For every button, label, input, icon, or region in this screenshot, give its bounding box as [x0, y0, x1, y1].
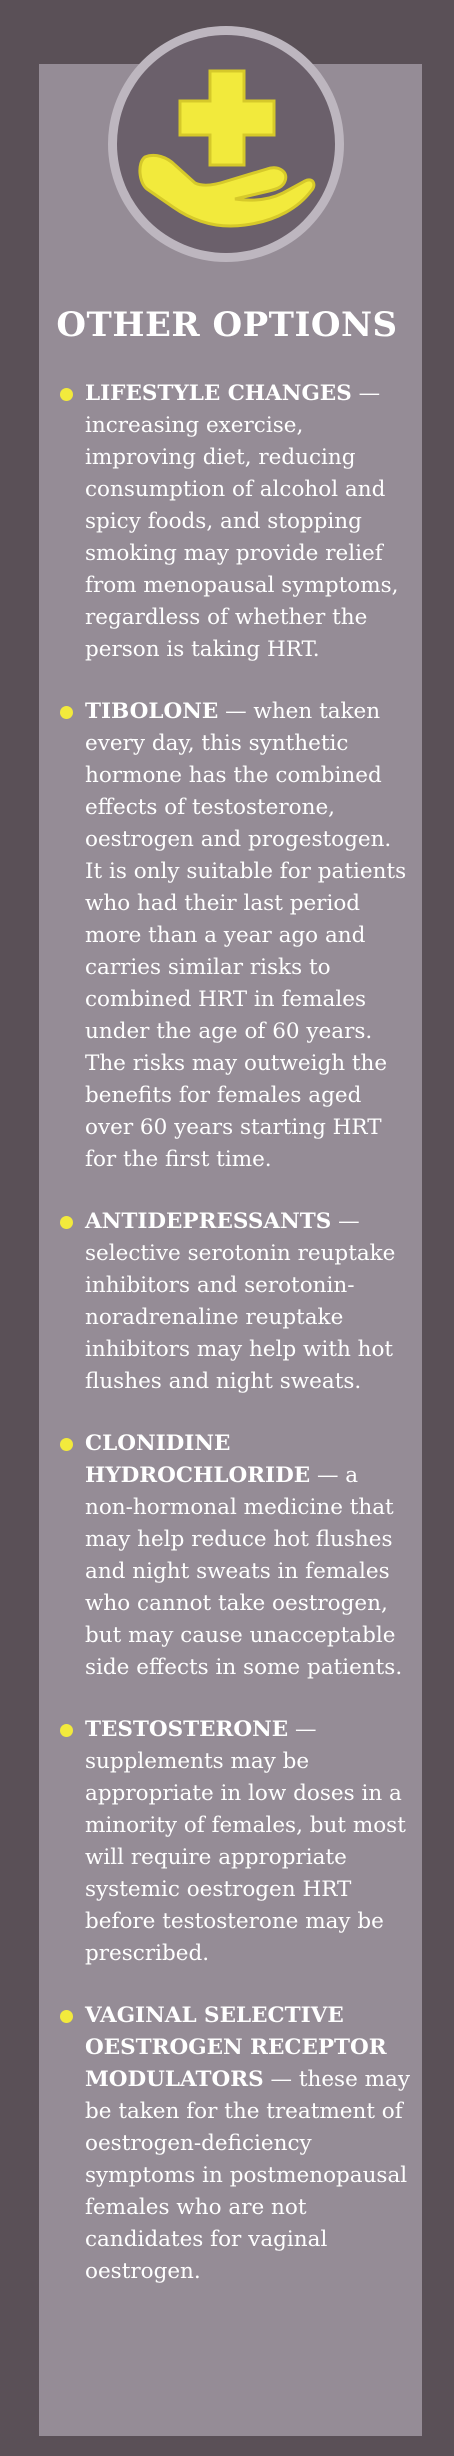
item-text: — when taken every day, this synthetic hormone has the combined effects of testosterone, oestrogen and progestogen. It is only suitable for patients who had their last period more than a year ago and carries similar risks to combined HRT in females under the age of 60 years. The risks may outweigh the benefits for females aged over 60 years starting HRT for the first time. — [85, 699, 407, 1172]
bullet-icon — [60, 706, 73, 719]
item-text: — increasing exercise, improving diet, reducing consumption of alcohol and spicy foods, and stopping smoking may provide relief from menopausal symptoms, regardless of whether the person is taking HRT. — [85, 381, 399, 662]
item-text: — selective serotonin reuptake inhibitors and serotonin-noradrenaline reuptake inhibitors may help with hot flushes and night sweats. — [85, 1209, 396, 1394]
bullet-icon — [60, 2010, 73, 2023]
hand-with-medical-cross-icon — [117, 35, 335, 253]
bullet-icon — [60, 388, 73, 401]
item-title: LIFESTYLE CHANGES — [85, 381, 352, 406]
bullet-icon — [60, 1216, 73, 1229]
item-title: TIBOLONE — [85, 699, 219, 724]
list-item — [60, 1714, 412, 1970]
page-title: OTHER OPTIONS — [56, 305, 398, 345]
bullet-icon — [60, 1724, 73, 1737]
item-text: — a non-hormonal medicine that may help reduce hot flushes and night sweats in females who cannot take oestrogen, but may cause unacceptable side effects in some patients. — [85, 1463, 403, 1680]
list-item — [60, 378, 412, 666]
list-item — [60, 2000, 412, 2288]
item-title: VAGINAL SELECTIVE OESTROGEN RECEPTOR MODULATORS — [85, 2003, 387, 2092]
item-title: ANTIDEPRESSANTS — [85, 1209, 332, 1234]
list-item — [60, 1206, 412, 1398]
options-list — [60, 378, 412, 2318]
list-item — [60, 696, 412, 1176]
bullet-icon — [60, 1438, 73, 1451]
list-item — [60, 1428, 412, 1684]
item-text: — supplements may be appropriate in low doses in a minority of females, but most will require appropriate systemic oestrogen HRT before testosterone may be prescribed. — [85, 1717, 406, 1966]
item-text: — these may be taken for the treatment of oestrogen-deficiency symptoms in postmenopausal females who are not candidates for vaginal oestrogen. — [85, 2067, 410, 2284]
item-title: TESTOSTERONE — [85, 1717, 289, 1742]
item-title: CLONIDINE HYDROCHLORIDE — [85, 1431, 311, 1488]
